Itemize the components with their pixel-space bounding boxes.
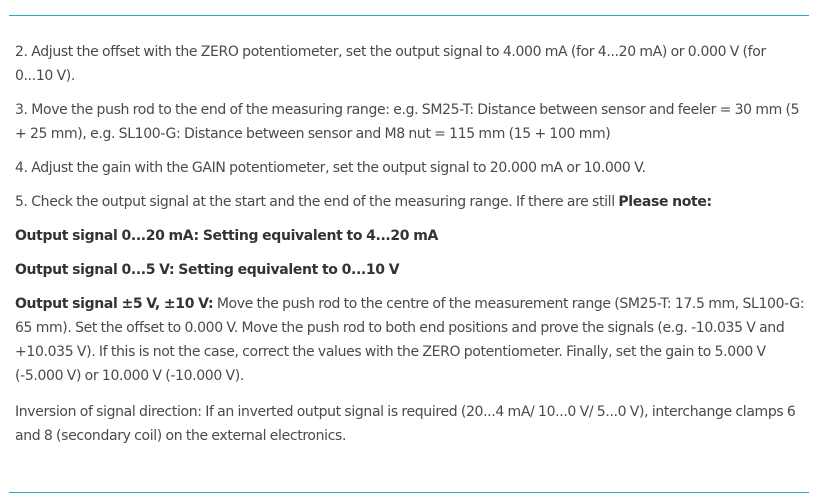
step-2-text: 2. Adjust the offset with the ZERO potentiometer, set the output signal to 4.000 mA (for 4...20 mA) or 0.000 V (for 0...10 V).	[15, 44, 766, 84]
step-3-paragraph	[15, 98, 805, 146]
inversion-text: Inversion of signal direction: If an inverted output signal is required (20...4 mA/ 10...0 V/ 5...0 V), interchange clamps 6 and 8 (secondary coil) on the external electronics.	[15, 404, 796, 444]
bipolar-label: Output signal ±5 V, ±10 V:	[15, 296, 214, 312]
step-3-text: 3. Move the push rod to the end of the measuring range: e.g. SM25-T: Distance between sensor and feeler = 30 mm (5 + 25 mm), e.g. SL100-G: Distance between sensor and M8 nut = 115 mm (15 + 100 mm)	[15, 102, 800, 142]
please-note-label: Please note:	[618, 194, 712, 210]
step-2-paragraph	[15, 40, 805, 88]
bottom-divider	[9, 492, 809, 493]
instructions-content	[15, 40, 805, 460]
inversion-paragraph	[15, 400, 805, 448]
note-0-20ma-paragraph	[15, 224, 805, 248]
note-0-20ma-text: Output signal 0...20 mA: Setting equivalent to 4...20 mA	[15, 228, 438, 244]
bipolar-text: Move the push rod to the centre of the measurement range (SM25-T: 17.5 mm, SL100-G: 65 mm). Set the offset to 0.000 V. Move the push rod to both end positions and prove the signals (e.g. -10.035 V and +10.035 V). If this is not the case, correct the values with the ZERO potentiometer. Finally, set the gain to 5.000 V (-5.000 V) or 10.000 V (-10.000 V).	[15, 296, 805, 384]
bipolar-paragraph	[15, 292, 805, 388]
step-4-text: 4. Adjust the gain with the GAIN potentiometer, set the output signal to 20.000 mA or 10.000 V.	[15, 160, 646, 176]
step-5-paragraph	[15, 190, 805, 214]
step-4-paragraph	[15, 156, 805, 180]
note-0-5v-paragraph	[15, 258, 805, 282]
top-divider	[9, 15, 809, 16]
note-0-5v-text: Output signal 0...5 V: Setting equivalent to 0...10 V	[15, 262, 400, 278]
step-5-text: 5. Check the output signal at the start and the end of the measuring range. If there are still	[15, 194, 619, 210]
